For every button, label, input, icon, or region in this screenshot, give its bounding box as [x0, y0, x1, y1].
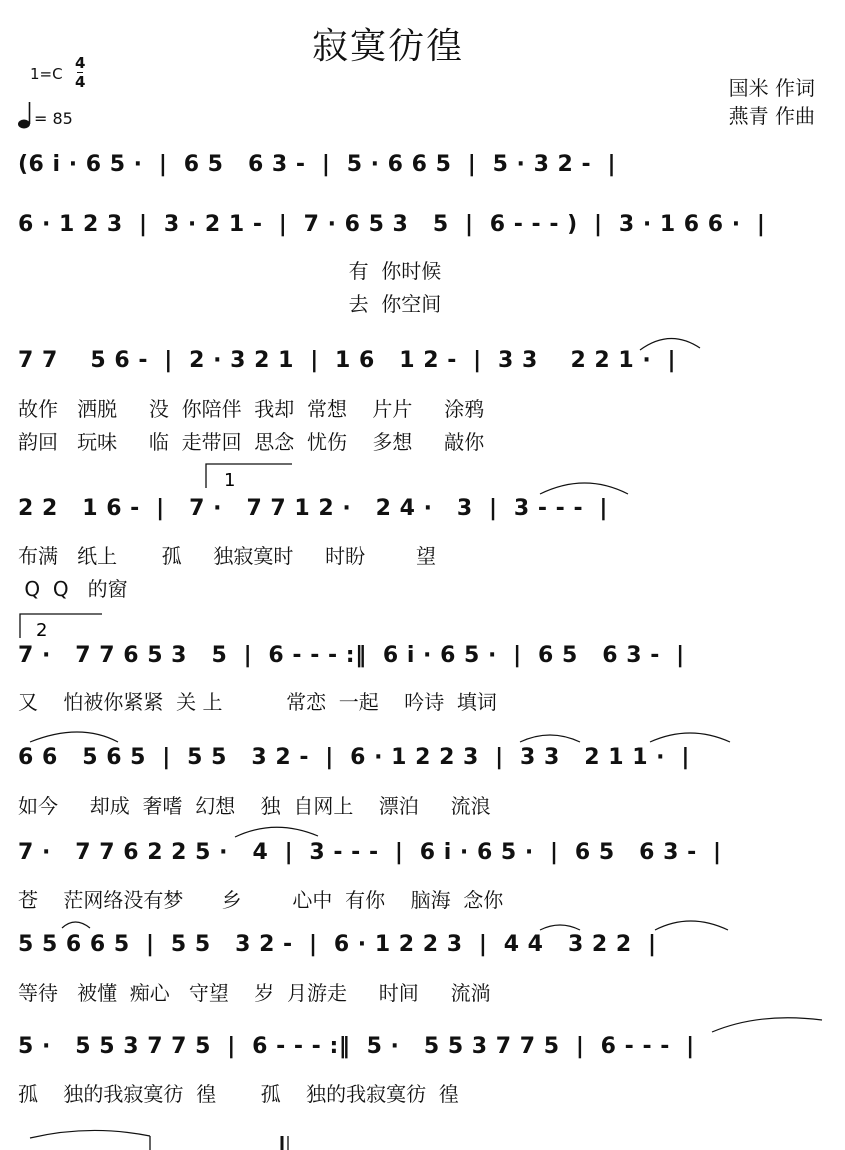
- lyrics-line-9: 孤 独的我寂寞彷 徨 孤 独的我寂寞彷 徨: [18, 1082, 459, 1106]
- lyrics-line-3b: 韵回 玩味 临 走带回 思念 忧伤 多想 敲你: [18, 430, 485, 454]
- notation-line-2: 6 · 1 2 3 | 3 · 2 1 - | 7 · 6 5 3 5 | 6 - - - ) | 3 · 1 6 6 · |: [18, 212, 766, 237]
- tie-mark: [640, 338, 700, 350]
- notation-line-6: 6 6 5 6 5 | 5 5 3 2 - | 6 · 1 2 2 3 | 3 3 2 1 1 · |: [18, 745, 690, 770]
- notation-line-4: 2 2 1 6 - | 7 · 7 7 1 2 · 2 4 · 3 | 3 - - - |: [18, 496, 608, 521]
- notation-line-1: (6 i · 6 5 · | 6 5 6 3 - | 5 · 6 6 5 | 5 · 3 2 - |: [18, 152, 616, 177]
- tie-mark-partial: [30, 1130, 150, 1138]
- time-signature-bottom: 4: [75, 73, 86, 91]
- time-signature-top: 4: [75, 54, 86, 72]
- lyrics-line-6: 如今 却成 奢嗜 幻想 独 自网上 漂泊 流浪: [18, 794, 491, 818]
- lyrics-line-2a: 有 你时候: [18, 259, 442, 283]
- tie-mark: [712, 1018, 822, 1032]
- key-signature: 1=C: [30, 65, 63, 83]
- tie-mark: [650, 733, 730, 742]
- lyrics-line-7: 苍 茫网络没有梦 乡 心中 有你 脑海 念你: [18, 888, 504, 912]
- tie-mark: [235, 827, 318, 837]
- volta-1-bracket: [206, 464, 292, 491]
- notation-line-3: 7 7 5 6 - | 2 · 3 2 1 | 1 6 1 2 - | 3 3 2 2 1 · |: [18, 348, 677, 373]
- notation-line-8: 5 5 6 6 5 | 5 5 3 2 - | 6 · 1 2 2 3 | 4 4 3 2 2 |: [18, 932, 657, 957]
- lyrics-line-8: 等待 被懂 痴心 守望 岁 月游走 时间 流淌: [18, 981, 491, 1005]
- lyrics-line-2b: 去 你空间: [18, 292, 442, 316]
- lyrics-line-5: 又 怕被你紧紧 关 上 常恋 一起 吟诗 填词: [18, 690, 497, 714]
- tie-mark: [520, 735, 580, 742]
- lyrics-line-4a: 布满 纸上 孤 独寂寞时 时盼 望: [18, 544, 437, 568]
- lyrics-line-3a: 故作 洒脱 没 你陪伴 我却 常想 片片 涂鸦: [18, 397, 485, 421]
- notation-line-5: 7 · 7 7 6 5 3 5 | 6 - - - :‖ 6 i · 6 5 · | 6 5 6 3 - |: [18, 643, 685, 668]
- song-title: 寂寞彷徨: [312, 26, 465, 67]
- tempo-value: = 85: [34, 109, 73, 128]
- composer-credit: 燕青 作曲: [728, 104, 815, 128]
- tie-mark: [540, 483, 628, 494]
- lyrics-line-4b: Q Q 的窗: [18, 577, 128, 601]
- tie-mark: [655, 921, 728, 930]
- tie-mark: [540, 925, 580, 930]
- notation-line-7: 7 · 7 7 6 2 2 5 · 4 | 3 - - - | 6 i · 6 5 · | 6 5 6 3 - |: [18, 840, 722, 865]
- lyricist-credit: 国米 作词: [728, 76, 815, 100]
- volta-1-label: 1: [224, 470, 236, 491]
- tie-mark: [30, 732, 118, 742]
- volta-2-label: 2: [36, 620, 48, 641]
- volta-2-bracket: [20, 614, 102, 641]
- tie-mark: [62, 922, 90, 928]
- notation-line-9: 5 · 5 5 3 7 7 5 | 6 - - - :‖ 5 · 5 5 3 7 7 5 | 6 - - - |: [18, 1034, 695, 1059]
